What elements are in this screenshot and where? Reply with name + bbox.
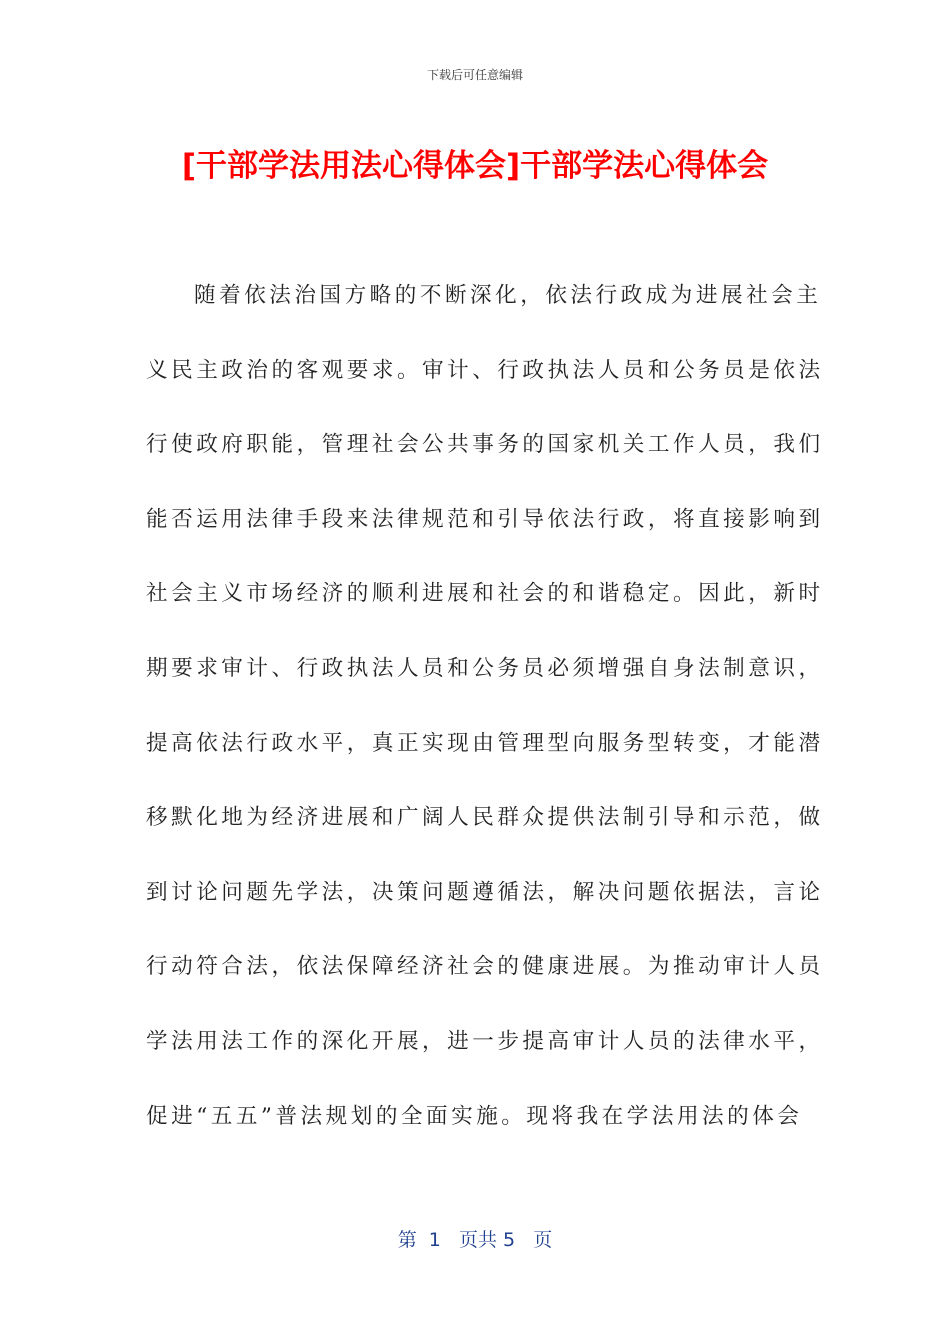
body-text <box>146 276 824 1171</box>
body-line: 促进“五五”普法规划的全面实施。现将我在学法用法的体会 <box>146 1103 803 1129</box>
body-line: 到讨论问题先学法，决策问题遵循法，解决问题依据法，言论 <box>146 879 824 905</box>
body-line: 行使政府职能，管理社会公共事务的国家机关工作人员，我们 <box>146 432 824 458</box>
body-line: 行动符合法，依法保障经济社会的健康进展。为推动审计人员 <box>146 954 824 980</box>
page-number-footer: 第 1 页共 5 页 <box>397 1229 553 1251</box>
header-note: 下载后可任意编辑 <box>426 68 523 82</box>
body-line: 期要求审计、行政执法人员和公务员必须增强自身法制意识， <box>146 655 824 681</box>
body-line: 能否运用法律手段来法律规范和引导依法行政，将直接影响到 <box>146 506 824 532</box>
body-line: 提高依法行政水平，真正实现由管理型向服务型转变，才能潜 <box>146 730 824 756</box>
body-line: 移默化地为经济进展和广阔人民群众提供法制引导和示范，做 <box>146 805 824 831</box>
document-title: [干部学法用法心得体会]干部学法心得体会 <box>181 148 769 184</box>
body-line: 学法用法工作的深化开展，进一步提高审计人员的法律水平， <box>146 1028 824 1054</box>
body-line: 义民主政治的客观要求。审计、行政执法人员和公务员是依法 <box>146 357 824 383</box>
body-line: 随着依法治国方略的不断深化，依法行政成为进展社会主 <box>194 283 822 308</box>
body-line: 社会主义市场经济的顺利进展和社会的和谐稳定。因此，新时 <box>146 581 824 607</box>
